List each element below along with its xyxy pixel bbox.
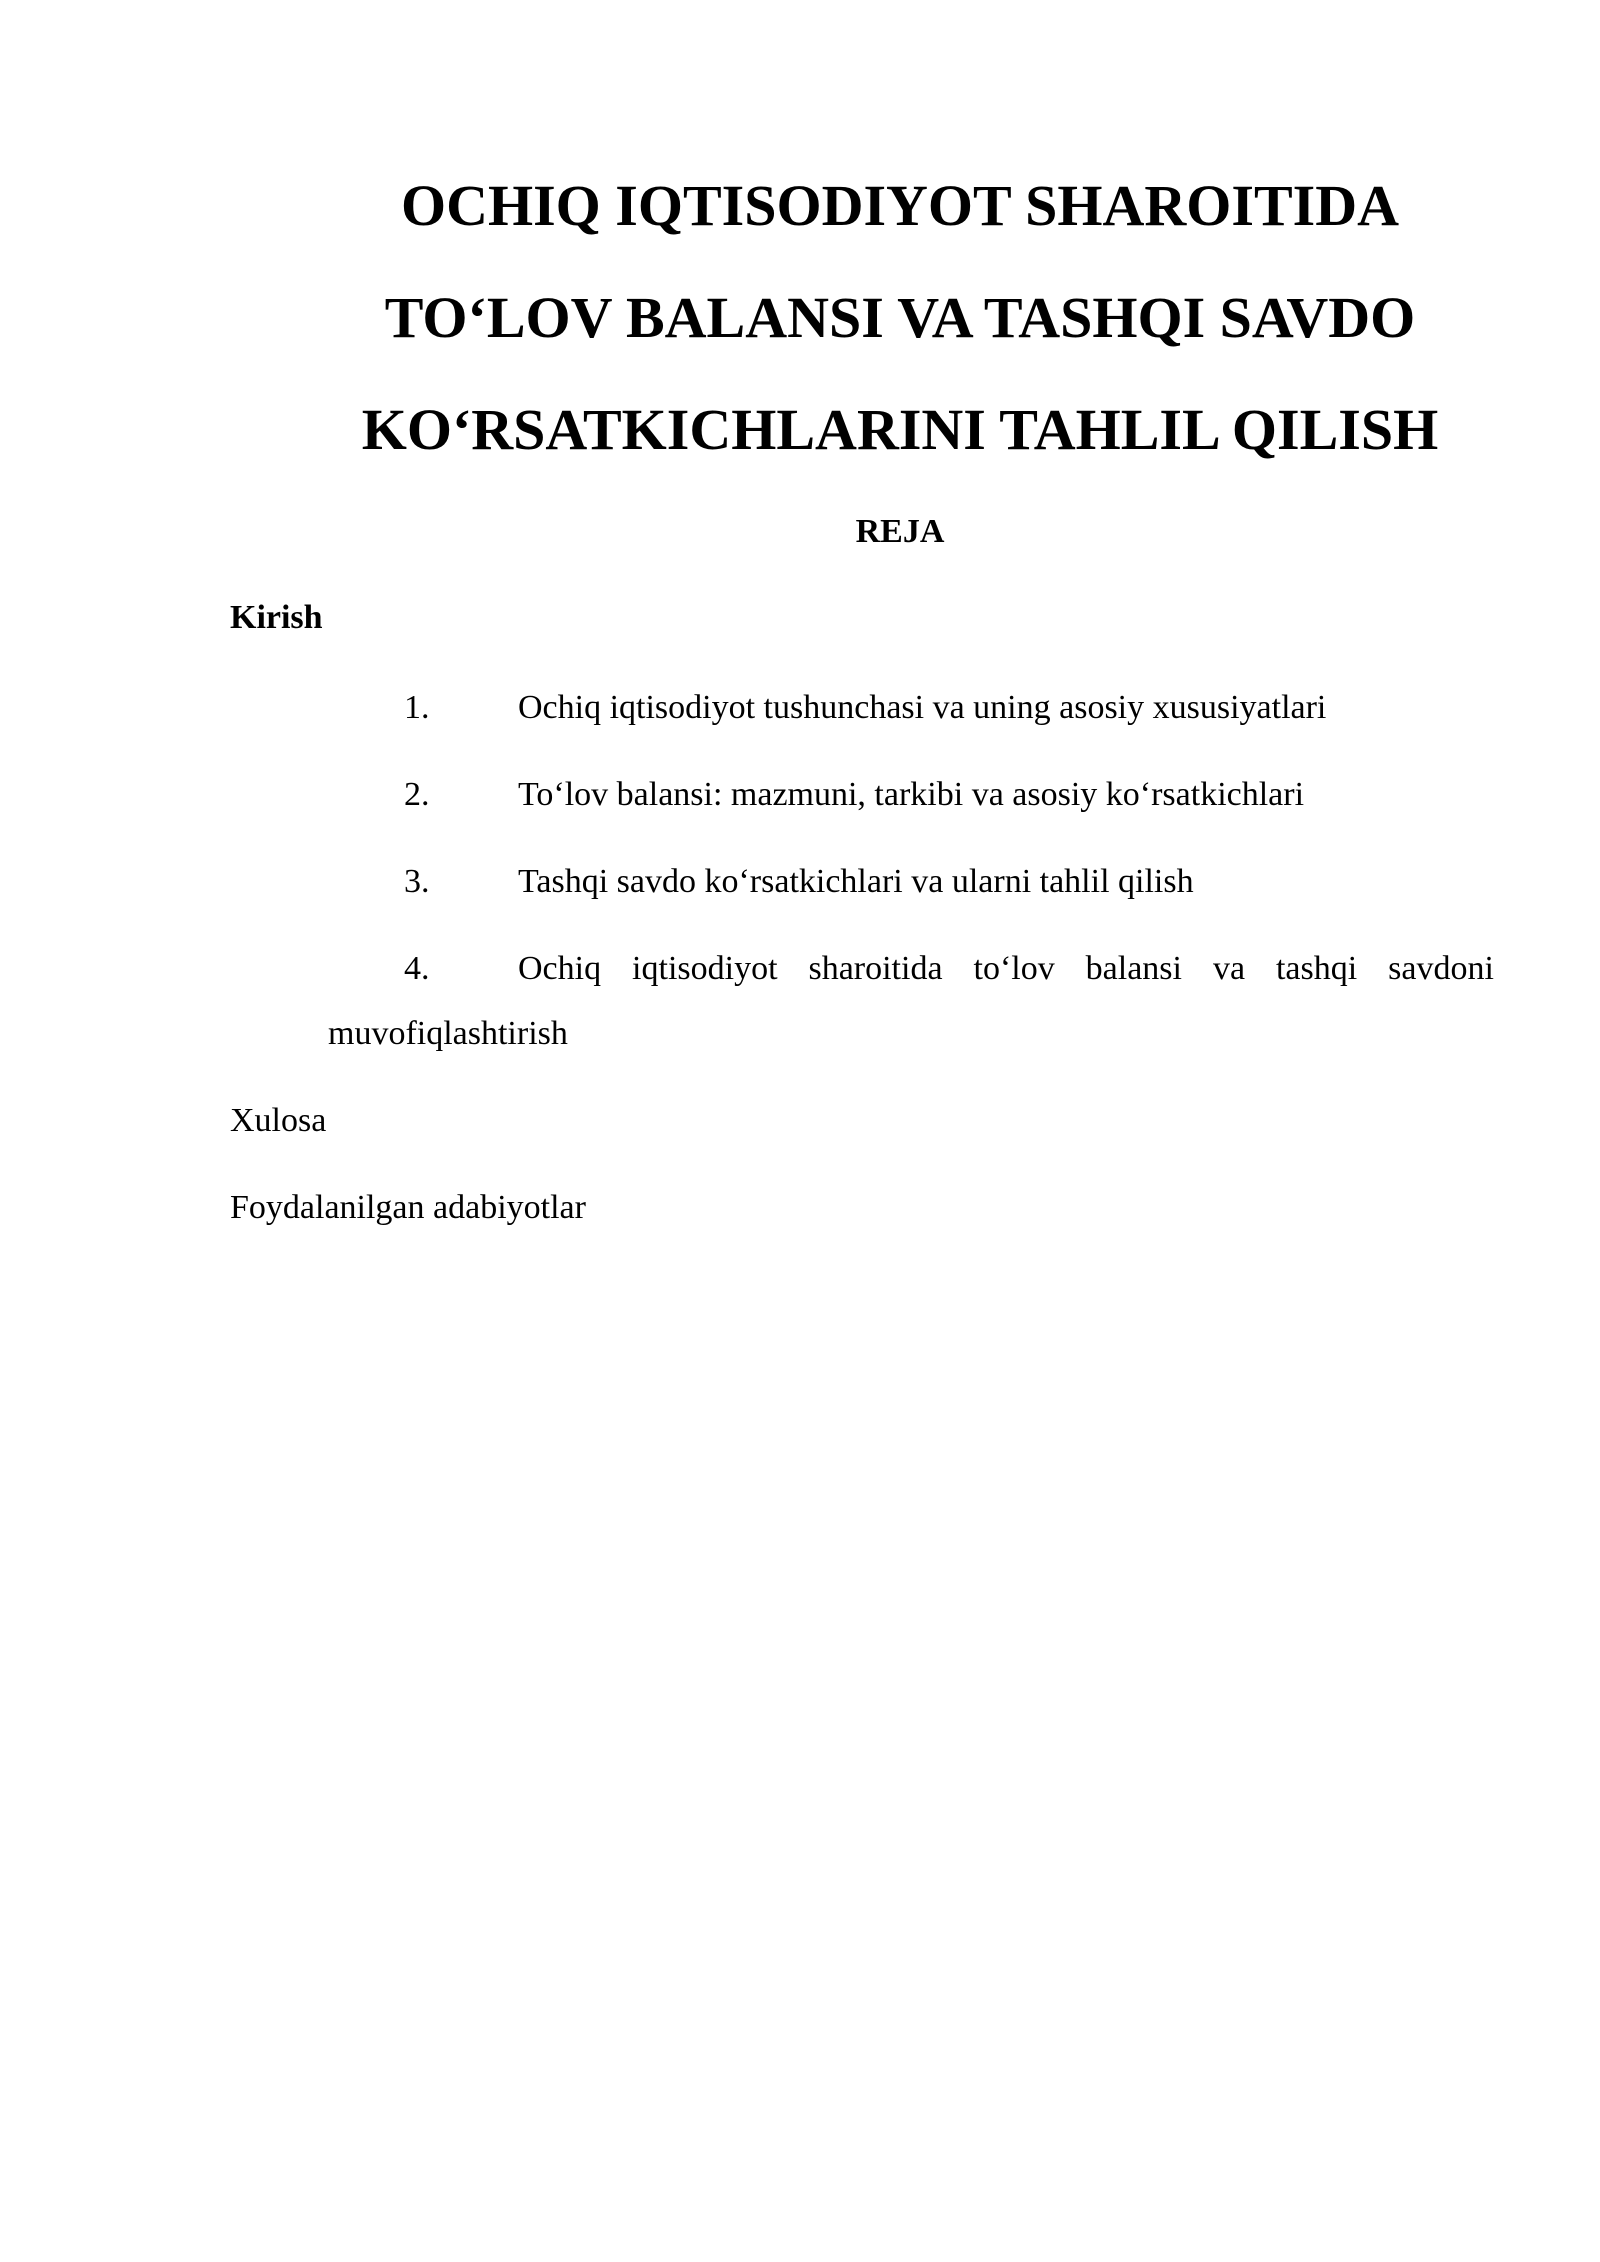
list-item-text: Ochiq iqtisodiyot tushunchasi va uning asosiy xususiyatlari bbox=[518, 689, 1327, 726]
list-item-number: 3. bbox=[404, 863, 430, 900]
list-item-number: 1. bbox=[404, 689, 430, 726]
references-heading: Foydalanilgan adabiyotlar bbox=[230, 1189, 586, 1226]
list-item-text: Tashqi savdo ko‘rsatkichlari va ularni tahlil qilish bbox=[518, 863, 1194, 900]
list-item-text: To‘lov balansi: mazmuni, tarkibi va asosiy ko‘rsatkichlari bbox=[518, 776, 1305, 813]
list-item-continuation: muvofiqlashtirish bbox=[328, 1015, 568, 1052]
list-item-number: 2. bbox=[404, 776, 430, 813]
document-title bbox=[230, 150, 1570, 486]
intro-heading: Kirish bbox=[230, 599, 323, 636]
conclusion-heading: Xulosa bbox=[230, 1102, 327, 1139]
list-item-number: 4. bbox=[404, 950, 430, 987]
list-item-text: Ochiq iqtisodiyot sharoitida to‘lov balansi va tashqi savdoni bbox=[518, 950, 1494, 987]
title-line-2: TO‘LOV BALANSI VA TASHQI SAVDO bbox=[384, 285, 1416, 350]
title-line-1: OCHIQ IQTISODIYOT SHAROITIDA bbox=[400, 173, 1400, 238]
title-line-3: KO‘RSATKICHLARINI TAHLIL QILISH bbox=[361, 397, 1439, 462]
plan-heading: REJA bbox=[855, 513, 945, 550]
